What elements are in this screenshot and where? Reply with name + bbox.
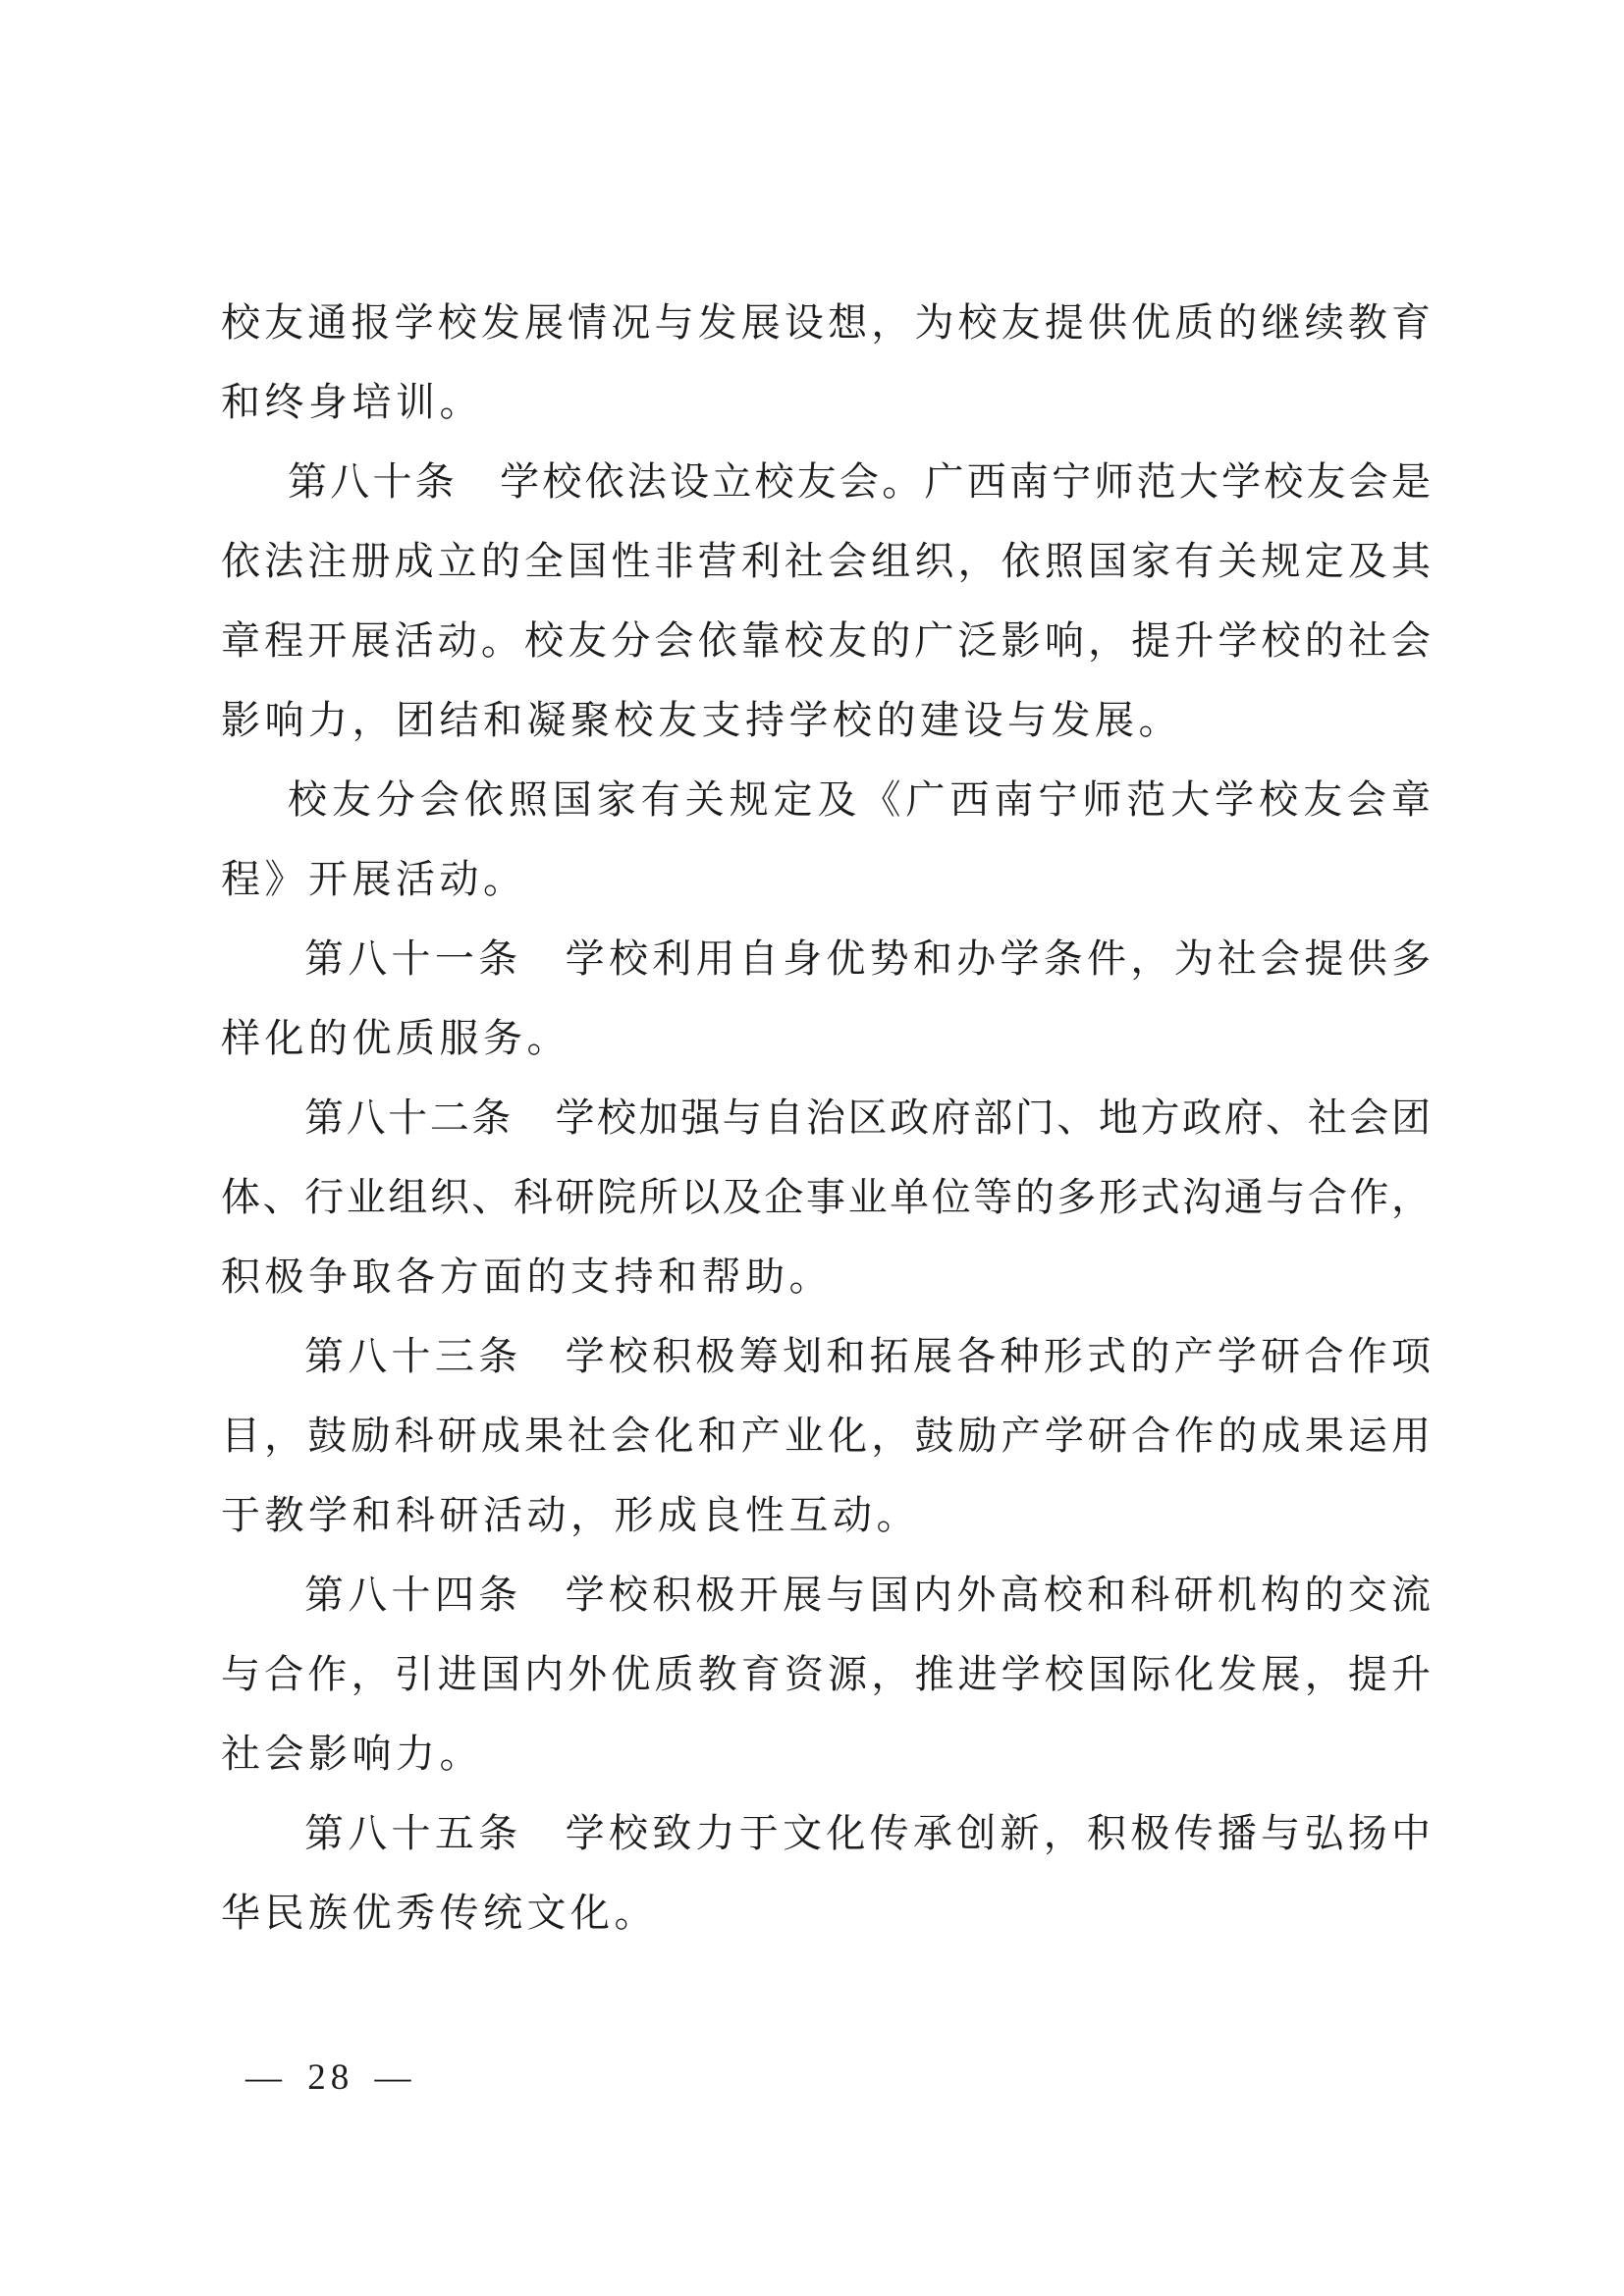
paragraph-article-80 bbox=[221, 442, 1431, 760]
paragraph-article-81 bbox=[221, 919, 1431, 1078]
text-line: 样化的优质服务。 bbox=[221, 1016, 570, 1060]
text-line: 第八十五条 学校致力于文化传承创新，积极传播与弘扬中 bbox=[304, 1811, 1431, 1855]
text-line: 体、行业组织、科研院所以及企事业单位等的多形式沟通与合作， bbox=[221, 1175, 1431, 1219]
text-line: 第八十三条 学校积极筹划和拓展各种形式的产学研合作项 bbox=[304, 1334, 1431, 1378]
text-line: 目，鼓励科研成果社会化和产业化，鼓励产学研合作的成果运用 bbox=[221, 1414, 1431, 1458]
paragraph bbox=[221, 760, 1431, 919]
text-line: 第八十条 学校依法设立校友会。广西南宁师范大学校友会是 bbox=[288, 459, 1431, 504]
text-line: 程》开展活动。 bbox=[221, 857, 527, 901]
text-line: 章程开展活动。校友分会依靠校友的广泛影响，提升学校的社会 bbox=[221, 618, 1431, 663]
text-line: 影响力，团结和凝聚校友支持学校的建设与发展。 bbox=[221, 698, 1182, 742]
charter-text-block bbox=[221, 283, 1431, 1952]
text-line: 与合作，引进国内外优质教育资源，推进学校国际化发展，提升 bbox=[221, 1652, 1431, 1696]
paragraph bbox=[221, 283, 1431, 442]
text-line: 华民族优秀传统文化。 bbox=[221, 1891, 658, 1935]
text-line: 第八十四条 学校积极开展与国内外高校和科研机构的交流 bbox=[304, 1573, 1431, 1617]
text-line: 于教学和科研活动，形成良性互动。 bbox=[221, 1493, 920, 1537]
page-footer bbox=[245, 2056, 416, 2099]
paragraph-article-85 bbox=[221, 1793, 1431, 1952]
paragraph-article-84 bbox=[221, 1555, 1431, 1793]
text-line: 积极争取各方面的支持和帮助。 bbox=[221, 1255, 833, 1299]
text-line: 社会影响力。 bbox=[221, 1732, 483, 1776]
text-line: 校友通报学校发展情况与发展设想，为校友提供优质的继续教育 bbox=[221, 300, 1431, 345]
text-line: 第八十二条 学校加强与自治区政府部门、地方政府、社会团 bbox=[304, 1095, 1431, 1140]
page-number: — 28 — bbox=[245, 2057, 416, 2098]
text-line: 校友分会依照国家有关规定及《广西南宁师范大学校友会章 bbox=[288, 777, 1431, 822]
text-line: 依法注册成立的全国性非营利社会组织，依照国家有关规定及其 bbox=[221, 539, 1431, 583]
text-line: 和终身培训。 bbox=[221, 380, 483, 424]
paragraph-article-82 bbox=[221, 1078, 1431, 1316]
paragraph-article-83 bbox=[221, 1316, 1431, 1555]
text-line: 第八十一条 学校利用自身优势和办学条件，为社会提供多 bbox=[304, 936, 1431, 981]
